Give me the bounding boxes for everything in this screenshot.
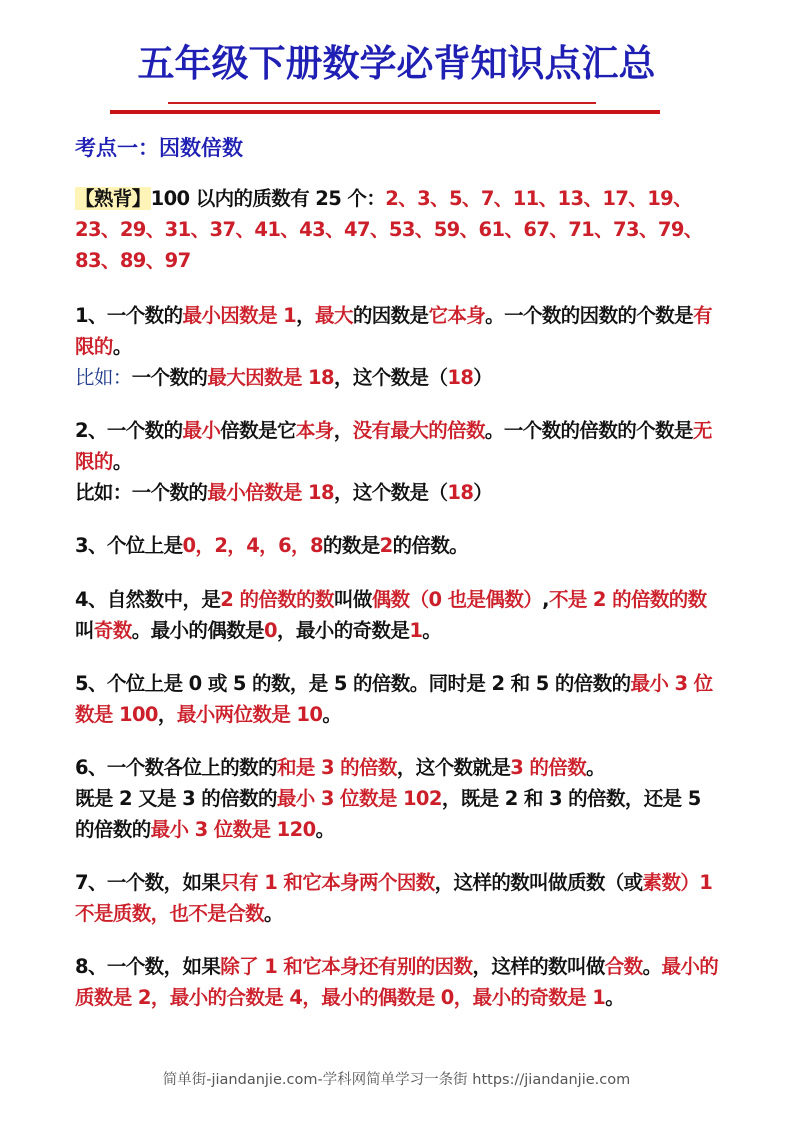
item-6: [75, 752, 725, 845]
prime-line-1: 2、3、5、7、11、13、17、19、: [385, 187, 693, 210]
prime-lead: 100 以内的质数有 25 个：: [150, 187, 386, 210]
item-2-text: 2、一个数的: [75, 419, 183, 442]
item-2-text: ，: [333, 419, 353, 442]
item-6-text: ，这个数就是: [396, 756, 511, 779]
item-5-text: ，: [157, 703, 177, 726]
item-1-emph: 有限的: [75, 304, 712, 358]
item-6-text: 既是 2 又是 3 的倍数的: [75, 787, 277, 810]
item-6-emph: 最小 3 位数是 120: [150, 818, 316, 841]
page-title: 五年级下册数学必背知识点汇总: [137, 42, 656, 85]
item-8-emph: 最小的质数是 2，最小的合数是 4，最小的偶数是 0，最小的奇数是 1: [75, 955, 719, 1009]
item-5-text: 5、个位上是 0 或 5 的数，是 5 的倍数。同时是 2 和 5 的倍数的: [75, 672, 631, 695]
memorize-tag: 【熟背】: [75, 187, 151, 210]
item-1-text: 1、一个数的: [75, 304, 183, 327]
item-2-text: 。: [112, 450, 132, 473]
item-5: [75, 668, 725, 730]
item-8-text: 8、一个数，如果: [75, 955, 221, 978]
item-5-text: 。: [322, 703, 342, 726]
item-7-text: ，这样的数叫做质数（或: [434, 871, 643, 894]
item-4-text: 叫做: [333, 588, 372, 611]
footer-watermark: 简单街-jiandanjie.com-学科网简单学习一条街 https://jiandanjie.com: [162, 1072, 631, 1088]
item-6-emph: 3 的倍数: [510, 756, 587, 779]
example-label: 比如：: [75, 366, 132, 389]
example-answer: 18: [447, 366, 474, 389]
item-3-emph: 2: [379, 534, 393, 557]
item-1-text: ，: [296, 304, 316, 327]
item-4-text: 。: [422, 619, 442, 642]
item-2-text: 。一个数的倍数的个数是: [484, 419, 693, 442]
item-8-text: 。: [642, 955, 662, 978]
item-6-text: ，既是 2 和 3 的倍数，还是 5 的倍数的: [75, 787, 701, 841]
item-6-emph: 和是 3 的倍数: [276, 756, 397, 779]
item-4-text: 。最小的偶数是: [131, 619, 265, 642]
item-3-emph: 0，2，4，6，8: [182, 534, 323, 557]
item-6-text: 。: [586, 756, 605, 779]
item-4-text: 叫: [75, 619, 94, 642]
item-5-emph: 最小 3 位数是 100: [75, 672, 713, 726]
item-2-emph: 本身: [295, 419, 334, 442]
item-1-text: 的因数是: [352, 304, 429, 327]
item-4: [75, 584, 725, 646]
example-text: ，这个数是（: [333, 481, 448, 504]
item-7: [75, 867, 725, 929]
item-4-emph: 不是 2 的倍数的数: [548, 588, 707, 611]
item-7-emph: 只有 1 和它本身两个因数: [220, 871, 435, 894]
example-text: 一个数的: [131, 366, 208, 389]
example-emph: 最大因数是 18: [207, 366, 334, 389]
item-8-text: 。: [605, 986, 625, 1009]
example-answer: 18: [447, 481, 474, 504]
title-underline-thin: [168, 102, 596, 104]
section-heading: 考点一：因数倍数: [75, 136, 243, 160]
prime-line-3: 83、89、97: [75, 249, 191, 272]
prime-list-paragraph: [75, 183, 725, 276]
item-2-emph: 最小: [182, 419, 221, 442]
item-3-text: 3、个位上是: [75, 534, 183, 557]
prime-line-2: 23、29、31、37、41、43、47、53、59、61、67、71、73、79、: [75, 218, 703, 241]
item-2-emph: 没有最大的倍数: [352, 419, 485, 442]
item-4-text: ，最小的奇数是: [277, 619, 410, 642]
item-2-emph: 无限的: [75, 419, 712, 473]
item-5-emph: 最小两位数是 10: [176, 703, 323, 726]
item-8-emph: 除了 1 和它本身还有别的因数: [220, 955, 473, 978]
item-6-emph: 最小 3 位数是 102: [276, 787, 442, 810]
item-1-text: 。: [112, 335, 132, 358]
item-8-emph: 合数: [604, 955, 643, 978]
item-2-text: 倍数是它: [220, 419, 296, 442]
example-text: ）: [473, 481, 493, 504]
item-3-text: 的数是: [322, 534, 380, 557]
item-4-emph: 奇数: [93, 619, 132, 642]
item-1-emph: 最小因数是 1: [182, 304, 297, 327]
item-4-emph: 2 的倍数的数: [220, 588, 334, 611]
item-4-emph: 1: [409, 619, 423, 642]
item-2: [75, 415, 725, 508]
item-4-emph: 0: [264, 619, 277, 642]
item-1-text: 。一个数的因数的个数是: [485, 304, 694, 327]
item-6-text: 6、一个数各位上的数的: [75, 756, 277, 779]
item-7-text: 。: [264, 902, 283, 925]
example-text: ，这个数是（: [333, 366, 448, 389]
item-7-emph: 素数）1 不是质数，也不是合数: [75, 871, 713, 925]
item-8-text: ，这样的数叫做: [472, 955, 605, 978]
item-1: [75, 300, 725, 393]
example-emph: 最小倍数是 18: [207, 481, 334, 504]
item-6-text: 。: [315, 818, 335, 841]
example-text: ）: [473, 366, 493, 389]
item-4-text: ,: [542, 588, 549, 611]
title-underline-thick: [110, 110, 660, 114]
item-3-text: 的倍数。: [392, 534, 469, 557]
item-1-emph: 最大: [315, 304, 353, 327]
item-4-text: 4、自然数中，是: [75, 588, 221, 611]
item-4-emph: 偶数（0 也是偶数）: [371, 588, 543, 611]
item-8: [75, 951, 725, 1013]
item-1-emph: 它本身: [428, 304, 486, 327]
example-text: 比如：一个数的: [75, 481, 208, 504]
item-7-text: 7、一个数，如果: [75, 871, 221, 894]
item-3: [75, 530, 725, 561]
